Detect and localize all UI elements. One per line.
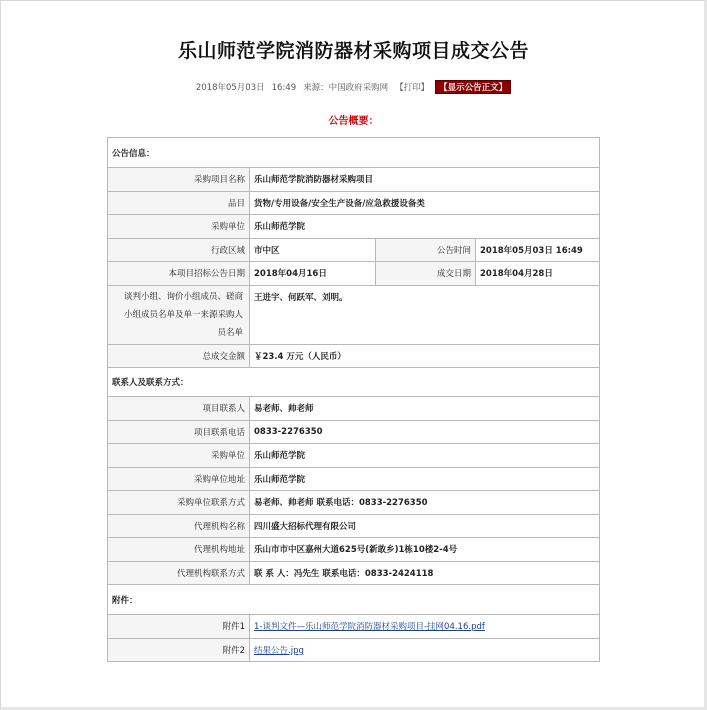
total-amount-value: ￥23.4 万元（人民币） <box>250 344 600 368</box>
agency-contact-value: 联 系 人：冯先生 联系电话：0833-2424118 <box>250 561 600 585</box>
publish-time-value: 2018年05月03日 16:49 <box>476 238 600 262</box>
committee-value: 王进宇、何跃军、刘明。 <box>250 285 600 344</box>
project-name-value: 乐山师范学院消防器材采购项目 <box>250 168 600 192</box>
page-title: 乐山师范学院消防器材采购项目成交公告 <box>177 40 529 62</box>
show-body-button[interactable]: 【显示公告正文】 <box>435 80 511 94</box>
attachment-1-label: 附件1 <box>108 615 250 639</box>
purchaser-contact-label: 采购单位联系方式 <box>108 491 250 515</box>
publish-time: 16:49 <box>271 83 297 93</box>
region-value: 市中区 <box>250 238 376 262</box>
bid-notice-date-label: 本项目招标公告日期 <box>108 262 250 286</box>
summary-heading: 公告概要： <box>328 116 379 127</box>
agency-address-label: 代理机构地址 <box>108 538 250 562</box>
attachment-2-cell <box>250 638 600 662</box>
category-label: 品目 <box>108 191 250 215</box>
committee-label: 谈判小组、询价小组成员、磋商小组成员名单及单一来源采购人员名单 <box>108 285 250 344</box>
source-label: 来源：中国政府采购网 <box>303 83 389 93</box>
project-contact-label: 项目联系人 <box>108 397 250 421</box>
print-link[interactable]: 【打印】 <box>395 83 430 93</box>
attachment-2-link[interactable]: 结果公告.jpg <box>254 645 304 656</box>
contact-purchaser-label: 采购单位 <box>108 444 250 468</box>
publish-date: 2018年05月03日 <box>195 83 265 93</box>
project-contact-value: 易老师、帅老师 <box>250 397 600 421</box>
contact-purchaser-value: 乐山师范学院 <box>250 444 600 468</box>
region-label: 行政区域 <box>108 238 250 262</box>
bid-notice-date-value: 2018年04月16日 <box>250 262 376 286</box>
agency-contact-label: 代理机构联系方式 <box>108 561 250 585</box>
publish-time-label: 公告时间 <box>376 238 476 262</box>
purchaser-value: 乐山师范学院 <box>250 215 600 239</box>
attachment-2-label: 附件2 <box>108 638 250 662</box>
category-value: 货物/专用设备/安全生产设备/应急救援设备类 <box>250 191 600 215</box>
project-phone-label: 项目联系电话 <box>108 420 250 444</box>
purchaser-contact-value: 易老师、帅老师 联系电话：0833-2276350 <box>250 491 600 515</box>
attachment-1-cell <box>250 615 600 639</box>
section-info-heading: 公告信息： <box>108 138 600 168</box>
announcement-table <box>107 137 600 662</box>
total-amount-label: 总成交金额 <box>108 344 250 368</box>
section-attachments-heading: 附件： <box>108 585 600 615</box>
purchaser-label: 采购单位 <box>108 215 250 239</box>
agency-name-value: 四川盛大招标代理有限公司 <box>250 514 600 538</box>
purchaser-address-value: 乐山师范学院 <box>250 467 600 491</box>
attachment-1-link[interactable]: 1-谈判文件—乐山师范学院消防器材采购项目-挂网04.16.pdf <box>254 622 485 633</box>
deal-date-value: 2018年04月28日 <box>476 262 600 286</box>
deal-date-label: 成交日期 <box>376 262 476 286</box>
agency-name-label: 代理机构名称 <box>108 514 250 538</box>
agency-address-value: 乐山市市中区嘉州大道625号(新敢乡)1栋10楼2-4号 <box>250 538 600 562</box>
purchaser-address-label: 采购单位地址 <box>108 467 250 491</box>
meta-line <box>0 80 707 94</box>
project-name-label: 采购项目名称 <box>108 168 250 192</box>
project-phone-value: 0833-2276350 <box>250 420 600 444</box>
section-contact-heading: 联系人及联系方式： <box>108 368 600 397</box>
